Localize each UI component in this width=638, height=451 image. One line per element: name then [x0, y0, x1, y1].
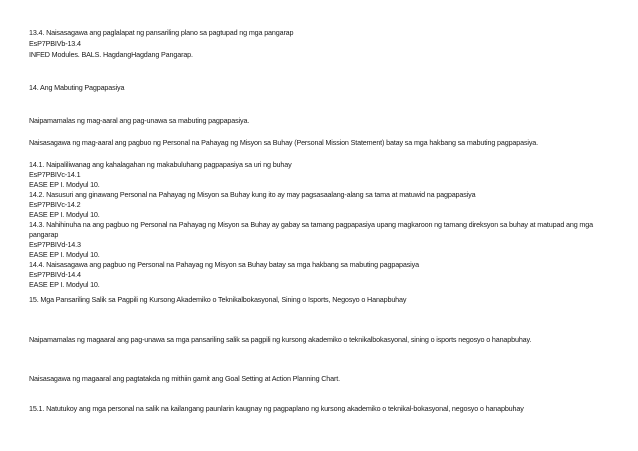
code-14-3: EsP7PBIVd-14.3 — [29, 240, 81, 249]
item-14-2: 14.2. Nasusuri ang ginawang Personal na Pahayag ng Misyon sa Buhay kung ito ay may pagsasaalang-alang sa tama at matuwid na pagpapasiya — [29, 190, 476, 199]
reference-14-2: EASE EP I. Modyul 10. — [29, 210, 100, 219]
item-14-3: 14.3. Nahihinuha na ang pagbuo ng Personal na Pahayag ng Misyon sa Buhay ay gabay sa tamang pagpapasiya upang magkaroon ng tamang direksyon sa buhay at matupad ang mga pangarap — [29, 220, 593, 239]
code-14-4: EsP7PBIVd-14.4 — [29, 270, 81, 279]
code-14-1: EsP7PBIVc-14.1 — [29, 170, 81, 179]
code-14-2: EsP7PBIVc-14.2 — [29, 200, 81, 209]
section-15-heading: 15. Mga Pansariling Salik sa Pagpili ng Kursong Akademiko o Teknikalbokasyonal, Sining o Isports, Negosyo o Hanapbuhay — [29, 295, 407, 304]
item-15-1: 15.1. Natutukoy ang mga personal na salik na kailangang paunlarin kaugnay ng pagpaplano ng kursong akademiko o teknikal-bokasyonal, negosyo o hanapbuhay — [29, 404, 524, 413]
item-14-4: 14.4. Naisasagawa ang pagbuo ng Personal na Pahayag ng Misyon sa Buhay batay sa mga hakbang sa mabuting pagpapasiya — [29, 260, 419, 269]
performance-standard-15: Naisasagawa ng magaaral ang pagtatakda ng mithiin gamit ang Goal Setting at Action Planning Chart. — [29, 374, 340, 383]
code-13-4: EsP7PBIVb-13.4 — [29, 39, 81, 48]
reference-14-1: EASE EP I. Modyul 10. — [29, 180, 100, 189]
performance-standard-14: Naisasagawa ng mag-aaral ang pagbuo ng Personal na Pahayag ng Misyon sa Buhay (Personal Mission Statement) batay sa mga hakbang sa mabuting pagpapasiya. — [29, 138, 539, 147]
content-standard-14: Naipamamalas ng mag-aaral ang pag-unawa sa mabuting pagpapasiya. — [29, 116, 250, 125]
section-14-heading: 14. Ang Mabuting Pagpapasiya — [29, 83, 125, 92]
reference-14-3: EASE EP I. Modyul 10. — [29, 250, 100, 259]
reference-14-4: EASE EP I. Modyul 10. — [29, 280, 100, 289]
content-standard-15: Naipamamalas ng magaaral ang pag-unawa sa mga pansariling salik sa pagpili ng kursong akademiko o teknikalbokasyonal, sining o isports negosyo o hanapbuhay. — [29, 335, 532, 344]
item-13-4: 13.4. Naisasagawa ang paglalapat ng pansariling plano sa pagtupad ng mga pangarap — [29, 28, 294, 37]
item-14-1: 14.1. Naipaliliwanag ang kahalagahan ng makabuluhang pagpapasiya sa uri ng buhay — [29, 160, 292, 169]
reference-13-4: INFED Modules. BALS. HagdangHagdang Pangarap. — [29, 50, 193, 59]
